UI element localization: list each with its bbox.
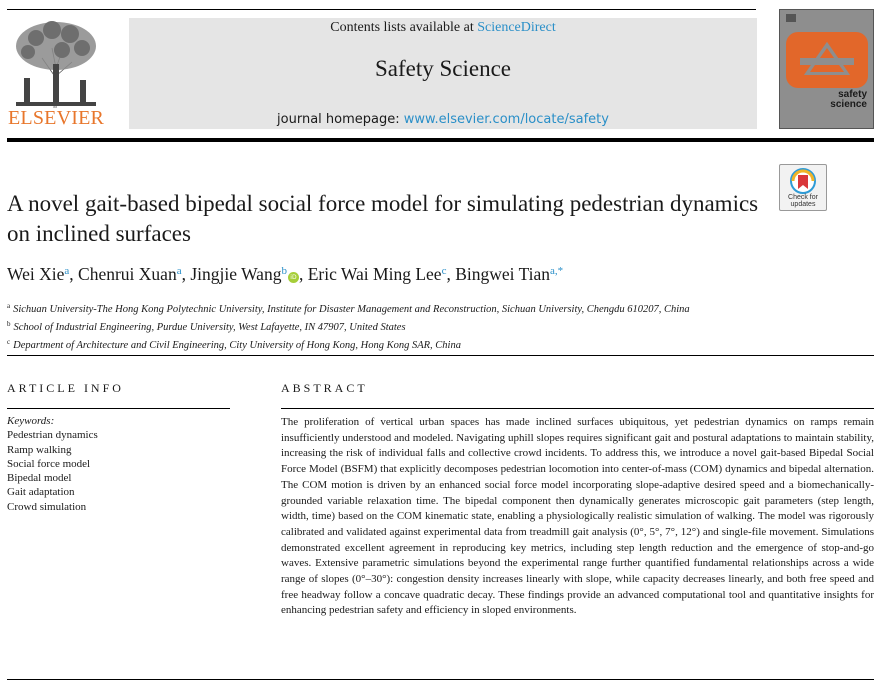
author-name[interactable]: Wei Xie <box>7 264 65 284</box>
article-info-rule <box>7 408 230 409</box>
affiliation-list <box>7 299 690 353</box>
header-top-rule <box>7 9 756 10</box>
cover-graphic-icon <box>780 10 873 128</box>
cover-title <box>830 90 867 110</box>
page-bottom-rule <box>7 679 874 680</box>
author-affiliation-mark[interactable]: b <box>281 265 287 277</box>
section-divider <box>7 355 874 356</box>
keyword-item: Pedestrian dynamics <box>7 429 98 442</box>
keyword-item: Crowd simulation <box>7 500 87 513</box>
elsevier-tree-icon <box>6 18 108 110</box>
author-affiliation-mark[interactable]: a <box>64 265 70 277</box>
check-for-updates-button[interactable] <box>779 164 827 211</box>
check-updates-label <box>780 194 826 208</box>
keyword-item: Ramp walking <box>7 443 72 456</box>
affiliation-key: c <box>7 338 11 346</box>
affiliation-key: a <box>7 302 11 310</box>
author-name[interactable]: Bingwei Tian <box>455 264 551 284</box>
article-title: A novel gait-based bipedal social force model for simulating pedestrian dynamics on inclined surfaces <box>7 191 759 246</box>
cover-title-line1: safety <box>838 89 867 100</box>
affiliation-text: Department of Architecture and Civil Engineering, City University of Hong Kong, Hong Kong SAR, China <box>13 340 461 351</box>
bookmark-icon <box>780 166 826 196</box>
check-updates-line1: Check for <box>788 194 818 201</box>
abstract-text: The proliferation of vertical urban spaces has made inclined surfaces ubiquitous, yet pedestrian dynamics on ramps remain insufficiently understood and modeled. Navigating uphill slopes requires significant gait and postural adaptations to maintain stability, increasing the risk of individual falls and collective crowd incidents. To address this, we introduce a novel gait-based Bipedal Social Force Model (BSFM) that explicitly decomposes pedestrian locomotion into center-of-mass (COM) dynamics and bipedal alternation. The COM motion is driven by an enhanced social force model incorporating slope-adaptive desired speed and a biomechanically-grounded variable relaxation time. The bipedal component then dynamically generates microscopic gait parameters (step length, width, time) based on the COM kinematic state, enabling a physiologically realistic simulation of walking. The model was rigorously calibrated and validated against experimental data from treadmill gait analysis (0°, 5°, 7°, 12°) and single-file movement. Simulations demonstrated excellent agreement in reproducing key metrics, including step length reduction and the emergence of stop-and-go waves. Extensive parametric simulations beyond the experimental range further quantified fundamental relationships across a wide range of slopes (0°–30°): congestion density increases linearly with slope, while capacity decreases linearly, and both free speed and free headway follow a concave quadratic decay. These findings provide an advanced computational tool and quantitative insights for enhancing pedestrian safety and efficiency in sloped environments. <box>281 416 874 617</box>
affiliation-key: b <box>7 320 11 328</box>
affiliation-item <box>7 299 690 317</box>
author-name[interactable]: Jingjie Wang <box>190 264 282 284</box>
orcid-icon[interactable]: iD <box>288 272 299 283</box>
cover-title-line2: science <box>830 99 867 110</box>
abstract-heading: ABSTRACT <box>281 381 368 395</box>
journal-title: Safety Science <box>374 56 512 81</box>
keyword-item: Bipedal model <box>7 472 72 485</box>
affiliation-item <box>7 317 690 335</box>
header-bottom-rule <box>7 138 874 142</box>
contents-availability <box>129 20 757 36</box>
keywords-panel <box>7 414 98 514</box>
affiliation-item <box>7 335 690 353</box>
publisher-wordmark: ELSEVIER <box>8 107 105 129</box>
article-info-heading: ARTICLE INFO <box>7 381 124 395</box>
keyword-item: Social force model <box>7 457 91 470</box>
affiliation-text: School of Industrial Engineering, Purdue University, West Lafayette, IN 47907, United States <box>13 322 406 333</box>
keywords-label: Keywords: <box>7 415 55 427</box>
affiliation-text: Sichuan University-The Hong Kong Polytechnic University, Institute for Disaster Management and Reconstruction, Sichuan University, Chengdu 610207, China <box>13 304 690 315</box>
keyword-item: Gait adaptation <box>7 486 75 499</box>
abstract-rule <box>281 408 874 409</box>
homepage-link[interactable]: www.elsevier.com/locate/safety <box>403 112 609 127</box>
author-name[interactable]: Chenrui Xuan <box>78 264 177 284</box>
sciencedirect-link[interactable]: ScienceDirect <box>477 20 556 35</box>
homepage-prefix: journal homepage: <box>277 112 404 127</box>
author-affiliation-mark[interactable]: a <box>176 265 182 277</box>
author-list: Wei Xie$^a$, Chenrui Xuan$^a$, Jingjie Wang$^b$iD , Eric Wai Ming Lee$^c$, Bingwei Tian$^{a,*}$ <box>7 264 564 284</box>
author-affiliation-mark[interactable]: c <box>441 265 447 277</box>
journal-homepage <box>129 112 757 127</box>
journal-masthead <box>129 18 757 129</box>
elsevier-logo[interactable] <box>6 18 108 130</box>
author-affiliation-mark[interactable]: a,* <box>550 265 564 277</box>
journal-cover[interactable] <box>779 9 874 129</box>
author-name[interactable]: Eric Wai Ming Lee <box>307 264 442 284</box>
check-updates-line2: updates <box>790 201 816 208</box>
contents-prefix: Contents lists available at <box>330 20 478 35</box>
